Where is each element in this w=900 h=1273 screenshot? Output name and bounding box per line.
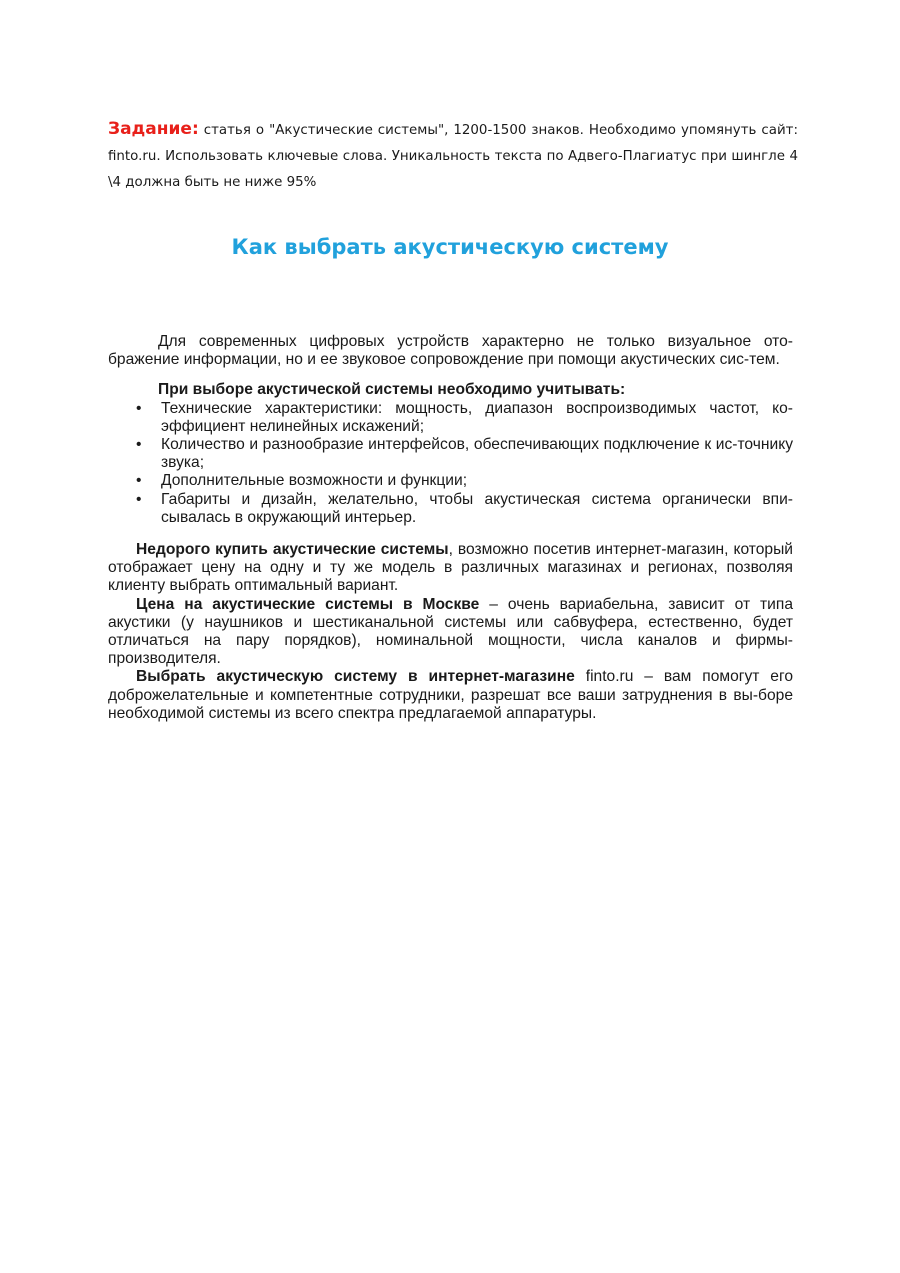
task-text: статья о "Акустические системы", 1200-1500 знаков. Необходимо упомянуть сайт: finto.ru. Использовать ключевые слова. Уникальность текста по Адвего-Плагиатус при шингле 4 \4 должна быть не ниже 95% (108, 123, 798, 190)
paragraph-price-moscow (108, 596, 793, 669)
article-body (108, 333, 793, 723)
list-item-text: Технические характеристики: мощность, диапазон воспроизводимых частот, ко-эффициент нелинейных искажений; (161, 399, 793, 435)
features-list (108, 400, 793, 527)
list-heading: При выборе акустической системы необходимо учитывать: (158, 381, 626, 399)
bullet-icon: • (136, 472, 142, 490)
bullet-icon: • (136, 436, 142, 454)
task-block (108, 116, 798, 196)
list-item-text: Габариты и дизайн, желательно, чтобы акустическая система органически впи-сывалась в окружающий интерьер. (161, 490, 793, 526)
list-item (108, 472, 793, 490)
paragraph-text: finto.ru – вам помогут его доброжелательные и компетентные сотрудники, разрешат все ваши затруднения в вы-боре необходимой системы из всего спектра предлагаемой аппаратуры. (108, 668, 794, 722)
bullet-icon: • (136, 490, 142, 508)
keyword-price-moscow: Цена на акустические системы в Москве (136, 595, 480, 613)
keyword-choose-shop: Выбрать акустическую систему в интернет-магазине (136, 668, 575, 686)
intro-paragraph: Для современных цифровых устройств характерно не только визуальное ото-бражение информации, но и ее звуковое сопровождение при помощи акустических сис-тем. (108, 333, 793, 369)
bullet-icon: • (136, 399, 142, 417)
list-item (108, 491, 793, 527)
list-item (108, 400, 793, 436)
list-item-text: Дополнительные возможности и функции; (161, 472, 468, 490)
list-item-text: Количество и разнообразие интерфейсов, обеспечивающих подключение к ис-точнику звука; (161, 436, 793, 472)
paragraph-choose-shop (108, 668, 793, 723)
paragraph-buy-cheap (108, 541, 793, 596)
paragraph-text: , возможно посетив интернет-магазин, который отображает цену на одну и ту же модель в различных магазинах и регионах, позволяя клиенту выбрать оптимальный вариант. (108, 541, 793, 595)
keyword-buy-cheap: Недорого купить акустические системы (136, 541, 449, 559)
article-title: Как выбрать акустическую систему (231, 235, 669, 259)
task-label: Задание: (108, 119, 199, 139)
paragraph-text: – очень вариабельна, зависит от типа акустики (у наушников и шестиканальной системы или сабвуфера, естественно, будет отличаться на пару порядков), номинальной мощности, числа каналов и фирмы-производителя. (108, 595, 793, 668)
list-item (108, 436, 793, 472)
